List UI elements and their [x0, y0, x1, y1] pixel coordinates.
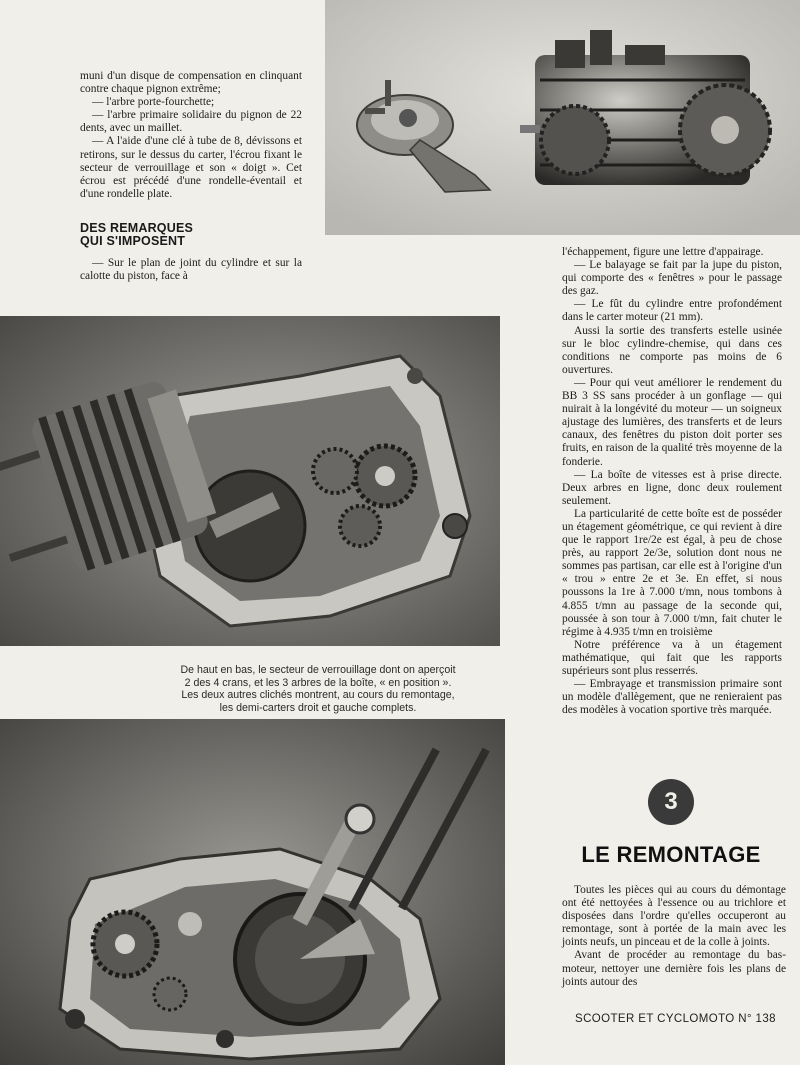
photo-caption: [148, 664, 488, 714]
paragraph: — Pour qui veut améliorer le rendement du BB 3 SS sans procéder à un gonflage — qui nuirait à la longévité du moteur — un soigneux ajustage des lumières, des transferts et de leurs canaux, des fenêtres du piston doit porter ses fruits, en raison de la qualité très moyenne de la fonderie.: [562, 376, 782, 468]
text-column-right: [562, 246, 782, 717]
gearbox-parts-image: [325, 0, 800, 235]
text-column-remontage: [562, 884, 786, 989]
left-crankcase-image: [0, 719, 505, 1065]
paragraph: — l'arbre porte-fourchette;: [92, 96, 215, 109]
photo-gearbox-parts: [325, 0, 800, 235]
paragraph: — Sur le plan de joint du cylindre et sur la calotte du piston, face à: [80, 257, 302, 283]
paragraph: — A l'aide d'une clé à tube de 8, dévissons et retirons, sur le dessus du carter, l'écrou fixant le secteur de verrouillage et son « doigt ». Cet écrou est précédé d'une rondelle-éventail et d'une rondelle plate.: [80, 135, 302, 200]
caption-line: les demi-carters droit et gauche complets.: [219, 701, 417, 714]
paragraph: — Embrayage et transmission primaire sont un modèle d'allègement, que ne renieraient pas des modèles à vocation sportive très marquée.: [562, 678, 782, 717]
right-crankcase-image: [0, 316, 500, 646]
text-column-top-left: [80, 70, 302, 201]
caption-line: Les deux autres clichés montrent, au cours du remontage,: [181, 689, 455, 702]
paragraph: Avant de procéder au remontage du bas-moteur, nettoyer une dernière fois les plans de joints autour des: [562, 949, 786, 988]
photo-left-crankcase: [0, 719, 505, 1065]
paragraph: muni d'un disque de compensation en clinquant contre chaque pignon extrême;: [80, 70, 302, 96]
paragraph: — Le balayage se fait par la jupe du piston, qui comporte des « fenêtres » pour le passage des gaz.: [562, 259, 782, 298]
heading-line-2: QUI S'IMPOSENT: [80, 234, 186, 248]
section-title: LE REMONTAGE: [581, 842, 761, 867]
text-column-remarques: [80, 257, 302, 283]
section-heading-remarques: [80, 222, 193, 248]
caption-line: De haut en bas, le secteur de verrouillage dont on aperçoit: [180, 664, 456, 676]
paragraph: La particularité de cette boîte est de posséder un étagement géométrique, ce qui revient à dire que le rapport 1re/2e est égal, à peu de chose près, au rapport 2e/3e, solution dont nous ne sommes pas partisan, car elle est à l'origine d'un « trou » entre 2e et 3e. En effet, si nous poussons la 1re à 7.000 t/mn, nous tombons à 4.855 t/mn au passage de la seconde qui, poussée à son tour à 7.000 t/mn, fait chuter le régime à 4.935 t/mn en troisième: [562, 507, 782, 638]
paragraph: — Le fût du cylindre entre profondément dans le carter moteur (21 mm).: [562, 298, 782, 324]
paragraph: Toutes les pièces qui au cours du démontage ont été nettoyées à l'essence ou au trichlore et disposées dans l'ordre qu'elles occuperont au remontage, sont à portée de la main avec les joints neufs, un pinceau et de la colle à joints.: [562, 884, 786, 949]
heading-line-1: DES REMARQUES: [80, 221, 194, 235]
paragraph: Notre préférence va à un étagement mathématique, qui fait que les rapports supérieurs sont plus resserrés.: [562, 638, 782, 677]
section-number-badge: 3: [648, 779, 694, 825]
paragraph: — La boîte de vitesses est à prise directe. Deux arbres en ligne, donc deux roulement seulement.: [562, 468, 782, 507]
paragraph: Aussi la sortie des transferts estelle usinée sur le bloc cylindre-chemise, qui dans ces conditions ne comporte pas moins de 6 ouvertures.: [562, 324, 782, 376]
paragraph: l'échappement, figure une lettre d'appairage.: [562, 246, 764, 258]
paragraph: — l'arbre primaire solidaire du pignon de 22 dents, avec un maillet.: [80, 109, 302, 135]
caption-line: 2 des 4 crans, et les 3 arbres de la boîte, « en position ».: [184, 676, 452, 689]
page-footer: SCOOTER ET CYCLOMOTO N° 138: [575, 1013, 776, 1025]
photo-right-crankcase: [0, 316, 500, 646]
